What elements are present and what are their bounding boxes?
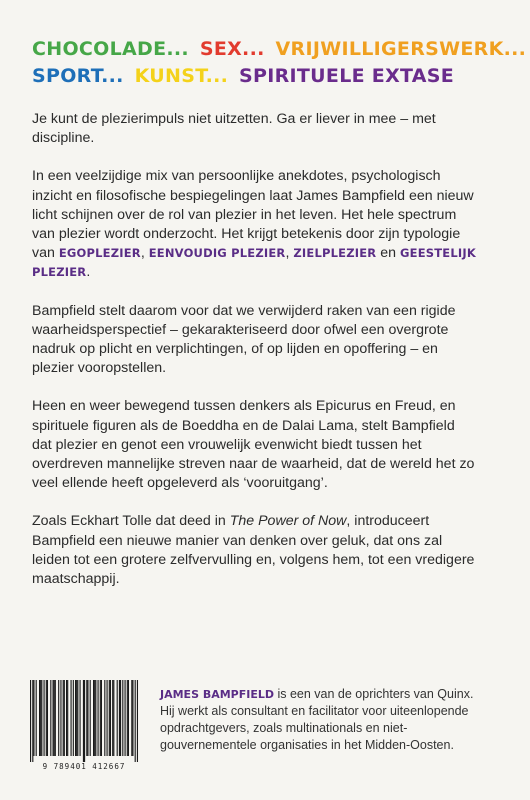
headline-word-sport: SPORT... (32, 65, 124, 87)
headline-word-kunst: KUNST... (134, 65, 229, 87)
keyword-separator: , (140, 245, 149, 262)
author-name: JAMES BAMPFIELD (160, 688, 274, 701)
keyword-separator: , (285, 245, 294, 262)
paragraph-comparison-pre: Zoals Eckhart Tolle dat deed in (32, 513, 230, 530)
keyword-eenvoudig-plezier: EENVOUDIG PLEZIER (148, 246, 286, 261)
paragraph-thinkers: Heen en weer bewegend tussen denkers als Epicurus en Freud, en spirituele figuren als de Boeddha en de Dalai Lama, stelt Bampfield dat plezier en genot een vrouwelijk evenwicht biedt tussen het overdreven mannelijke streven naar de waarheid, dat de wereld het zo veel ellende heeft opgeleverd als ‘vooruitgang’. (32, 398, 475, 492)
paragraph-comparison-post: , introduceert Bampfield een nieuwe manier van denken over geluk, dat ons zal leiden tot een grotere zelfvervulling en, volgens hem, tot een vredigere maatschappij. (32, 513, 475, 588)
headline-word-chocolade: CHOCOLADE... (32, 38, 189, 60)
headline-word-spirituele-extase: SPIRITUELE EXTASE (239, 65, 455, 87)
headline-word-sex: SEX... (199, 38, 265, 60)
paragraph-typology-text: In een veelzijdige mix van persoonlijke anekdotes, psychologisch inzicht en filosofische bespiegelingen laat James Bampfield een nieuw licht schijnen over de rol van plezier in het leven. Het hele spectrum van plezier wordt onderzocht. Het krijgt betekenis door zijn typologie van (32, 168, 474, 262)
blurb-body (32, 110, 477, 608)
barcode-bars (30, 680, 138, 762)
book-title-power-of-now: The Power of Now (229, 513, 347, 530)
isbn-barcode (30, 680, 138, 772)
author-bio-text: is een van de oprichters van Quinx. Hij werkt als consultant en facilitator voor uiteenlopende opdrachtgevers, zoals multinationals en niet-gouvernementele organisaties in het Midden-Oosten. (160, 687, 474, 752)
isbn-digits: 9 789401 412667 (42, 762, 126, 771)
keyword-conjunction: en (376, 245, 401, 262)
author-bio (160, 686, 480, 754)
keyword-zielplezier: ZIELPLEZIER (293, 246, 377, 261)
headline-word-vrijwilligerswerk: VRIJWILLIGERSWERK... (275, 38, 527, 60)
paragraph-typology (32, 167, 477, 282)
paragraph-end-period: . (86, 264, 91, 281)
headline (32, 36, 527, 90)
paragraph-intro: Je kunt de plezierimpuls niet uitzetten. Ga er liever in mee – met discipline. (32, 111, 436, 147)
paragraph-proposal: Bampfield stelt daarom voor dat we verwijderd raken van een rigide waarheidsperspectief – gekarakteriseerd door ofwel een overgrote nadruk op plicht en verplichtingen, of op lijden en opoffering – en plezier vooropstellen. (32, 302, 456, 377)
paragraph-comparison (32, 512, 477, 589)
keyword-geestelijk-plezier: GEESTELIJK PLEZIER (32, 246, 476, 280)
headline-line-2 (32, 63, 492, 90)
keyword-egoplezier: EGOPLEZIER (58, 246, 141, 261)
headline-line-1 (32, 36, 527, 63)
